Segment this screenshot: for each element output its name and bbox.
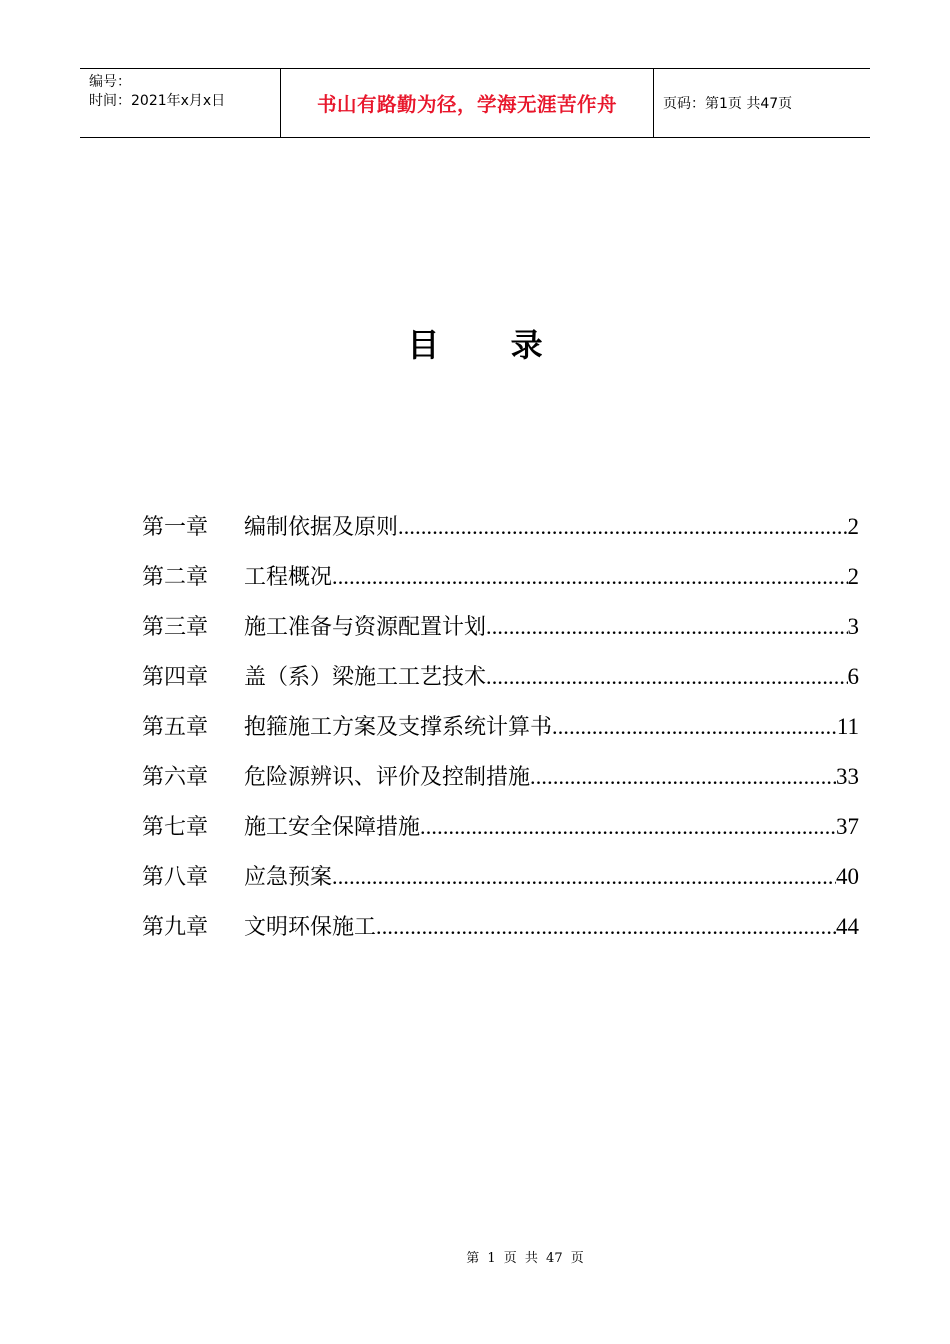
toc-leader-dots [486,614,847,640]
toc-entry[interactable] [142,560,859,610]
page-title: 目 录 [407,326,573,364]
toc-page-number: 2 [847,564,859,589]
toc-page-number: 11 [836,714,859,739]
toc-chapter-number: 第九章 [142,915,209,940]
document-time-label: 时间：2021年x月x日 [89,93,226,109]
toc-chapter-title: 危险源辨识、评价及控制措施 [244,765,531,790]
toc-chapter-number: 第六章 [142,765,209,790]
toc-page-number: 37 [836,814,859,839]
header-meta-cell [80,69,281,137]
toc-leader-dots [332,864,836,890]
toc-leader-dots [376,914,836,940]
toc-page-number: 44 [836,914,859,939]
toc-chapter-title: 编制依据及原则 [244,515,399,540]
toc-leader-dots [552,714,837,740]
toc-entry[interactable] [142,660,859,710]
toc-chapter-title: 抱箍施工方案及支撑系统计算书 [244,715,553,740]
toc-entry[interactable] [142,710,859,760]
toc-entry[interactable] [142,760,859,810]
toc-chapter-number: 第三章 [142,615,209,640]
toc-chapter-title: 盖（系）梁施工工艺技术 [244,665,487,690]
page-footer: 第 1 页 共 47 页 [466,1251,584,1266]
toc-chapter-title: 施工安全保障措施 [244,815,421,840]
header-motto: 书山有路勤为径，学海无涯苦作舟 [281,69,654,137]
toc-chapter-number: 第四章 [142,665,209,690]
toc-leader-dots [332,564,847,590]
toc-leader-dots [398,514,847,540]
toc-entry[interactable] [142,810,859,860]
toc-chapter-number: 第七章 [142,815,209,840]
toc-chapter-title: 施工准备与资源配置计划 [244,615,487,640]
toc-page-number: 3 [847,614,859,639]
toc-entry[interactable] [142,860,859,910]
toc-page-number: 6 [847,664,859,689]
toc-chapter-title: 文明环保施工 [244,915,377,940]
toc-entry[interactable] [142,610,859,660]
toc-chapter-number: 第五章 [142,715,209,740]
toc-chapter-title: 工程概况 [244,565,333,590]
header-page-info: 页码：第1页 共47页 [663,96,793,112]
toc-chapter-number: 第八章 [142,865,209,890]
toc-leader-dots [420,814,836,840]
toc-page-number: 33 [836,764,859,789]
document-header [80,68,870,138]
toc-entry[interactable] [142,510,859,560]
toc-entry[interactable] [142,910,859,960]
toc-chapter-title: 应急预案 [244,865,333,890]
document-number-label: 编号： [89,74,131,90]
toc-leader-dots [486,664,847,690]
toc-page-number: 40 [836,864,859,889]
toc-leader-dots [530,764,836,790]
table-of-contents [142,510,859,960]
toc-chapter-number: 第一章 [142,515,209,540]
toc-chapter-number: 第二章 [142,565,209,590]
toc-page-number: 2 [847,514,859,539]
